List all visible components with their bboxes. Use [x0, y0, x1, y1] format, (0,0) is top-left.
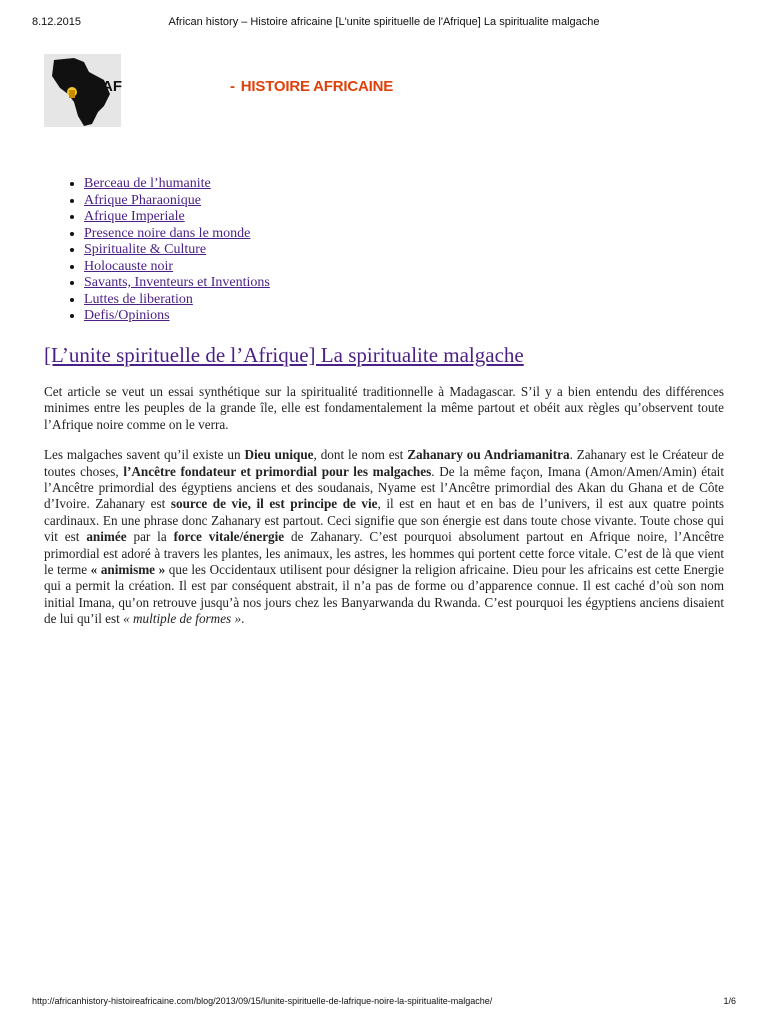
nav-link-savants[interactable]: Savants, Inventeurs et Inventions — [84, 275, 270, 290]
page-number: 1/6 — [723, 996, 736, 1006]
text-run: que les Occidentaux utilisent pour désigner la religion africaine. Dieu pour les africains est cette Energie qui a permit la création. Il est par conséquent abstrait, il n’a pas de forme ou d’apparence connue. Il est caché d’où son nom initial Imana, qu’on retrouve jusqu’à nos jours chez les Banyarwanda du Rwanda. C’est pourquoi les égyptiens anciens disaient de lui qu’il est — [44, 562, 724, 627]
text-run: Les malgaches savent qu’il existe un — [44, 447, 245, 463]
print-footer — [32, 996, 736, 1010]
nav-item — [84, 292, 444, 309]
bold-source-de-vie: source de vie, il est principe de vie — [170, 496, 378, 512]
nav-link-luttes[interactable]: Luttes de liberation — [84, 291, 193, 307]
nav-item — [84, 259, 444, 276]
print-url: http://africanhistory-histoireafricaine.com/blog/2013/09/15/lunite-spirituelle-de-lafrique-noire-la-spiritualite-malgache/ — [32, 996, 493, 1006]
site-logo[interactable] — [44, 54, 121, 127]
text-run: . — [241, 611, 245, 627]
print-date: 8.12.2015 — [32, 16, 81, 28]
bold-zahanary: Zahanary ou Andriamanitra — [407, 447, 570, 463]
print-document-title: African history – Histoire africaine [L'unite spirituelle de l'Afrique] La spiritualite malgache — [168, 16, 600, 28]
nav-item — [84, 176, 444, 193]
italic-multiple-formes: « multiple de formes » — [123, 611, 242, 627]
nav-item — [84, 209, 444, 226]
bold-animisme: « animisme » — [90, 562, 166, 578]
tagline-dash: - — [230, 78, 235, 95]
nav-link-holocauste[interactable]: Holocauste noir — [84, 258, 174, 274]
main-navigation — [44, 176, 444, 325]
bold-dieu-unique: Dieu unique — [244, 447, 314, 463]
site-tagline[interactable] — [230, 78, 393, 95]
nav-link-pharaonique[interactable]: Afrique Pharaonique — [84, 192, 202, 208]
bold-ancetre: l’Ancêtre fondateur et primordial pour les malgaches — [123, 463, 432, 479]
text-run: de Zahanary. C’est pourquoi absolument partout en Afrique noire, l’Ancêtre primordial est adoré à travers les plantes, les animaux, les astres, les hommes qui portent cette force vitale. C’est de là que vient le terme — [44, 529, 724, 578]
nav-list — [44, 176, 444, 325]
bold-animee: animée — [86, 529, 127, 545]
nav-link-berceau[interactable]: Berceau de l’humanite — [84, 176, 211, 191]
text-run: par la — [126, 529, 174, 545]
nav-item — [84, 193, 444, 210]
print-header — [32, 16, 736, 30]
nav-link-imperiale[interactable]: Afrique Imperiale — [84, 209, 185, 224]
article-content — [44, 384, 724, 642]
nav-link-spiritualite[interactable]: Spiritualite & Culture — [84, 242, 207, 257]
article-title — [44, 342, 734, 368]
nav-item — [84, 308, 444, 325]
nav-link-presence[interactable]: Presence noire dans le monde — [84, 225, 251, 241]
site-header — [44, 54, 444, 128]
text-run: . Zahanary est le Créateur de toutes choses, — [44, 447, 724, 479]
text-run: , il est en haut et en bas de l’univers, il est aux quatre points cardinaux. En une phrase donc Zahanary est partout. Ceci signifie que son énergie est dans toute chose vivante. Toute chose qui vit est — [44, 496, 724, 545]
article-title-link[interactable]: [L’unite spirituelle de l’Afrique] La spiritualite malgache — [44, 343, 524, 367]
article-paragraph-1: Cet article se veut un essai synthétique sur la spiritualité traditionnelle à Madagascar. S’il y a bien entendu des différences minimes entre les peuples de la grande île, elle est fondamentalement la même partout et obéit aux règles qu’observent toute l’Afrique noire comme on le verra. — [44, 384, 724, 432]
tagline-text: HISTOIRE AFRICAINE — [240, 78, 394, 95]
nav-item — [84, 226, 444, 243]
nav-link-defis[interactable]: Defis/Opinions — [84, 308, 170, 323]
nav-item — [84, 242, 444, 259]
bold-force-vitale: force vitale/énergie — [173, 529, 285, 545]
text-run: . De la même façon, Imana (Amon/Amen/Amin) était l’Ancêtre primordial des égyptiens anciens et des soudanais, Nyame est l’Ancêtre primordial des Akan du Ghana et de Côte d’Ivoire. Zahanary est — [44, 463, 724, 512]
nav-item — [84, 275, 444, 292]
article-paragraph-2 — [44, 447, 724, 627]
text-run: , dont le nom est — [313, 447, 408, 463]
logo-text: AF — [102, 78, 122, 95]
